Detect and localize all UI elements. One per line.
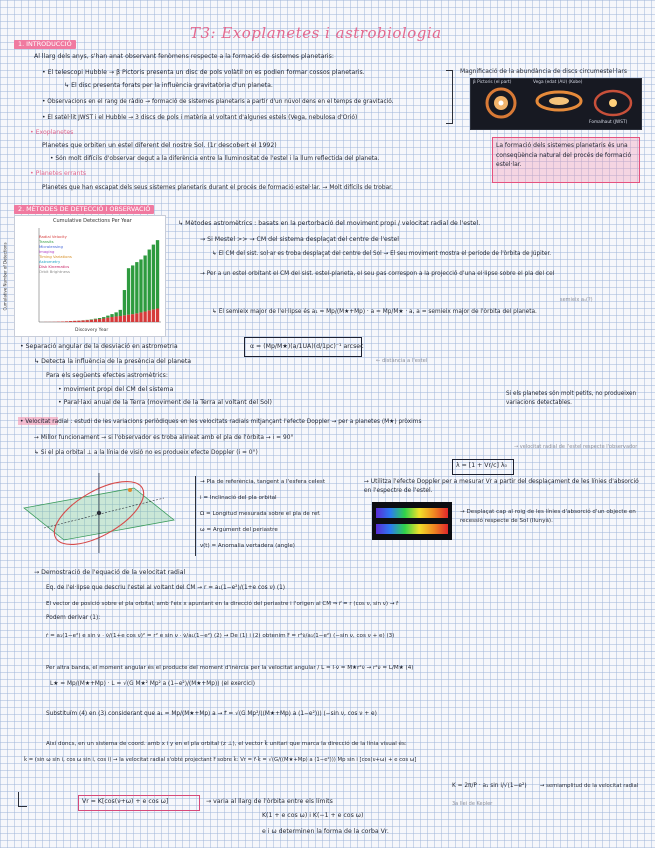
demo-line: Substituïm (4) en (3) considerant que a₁ = Mp/(M★+Mp) a → ṙ⃗ = √(G Mp²/((M★+Mp) a (1−e²))) (−sin ν, cos ν + e) bbox=[46, 711, 377, 717]
disc-images bbox=[470, 78, 642, 130]
disc-note: Magnificació de la abundància de discs circumestel·lars bbox=[460, 68, 627, 75]
plane-line: ω = Argument del periastre bbox=[200, 527, 278, 533]
formula: α = (Mp/M★)(a/1UA)(d/1pc)⁻¹ arcsec bbox=[250, 343, 364, 350]
bar-radial-velocity bbox=[123, 315, 126, 322]
section-intro-heading: 1. INTRODUCCIÓ bbox=[14, 40, 76, 49]
demo-line: Així doncs, en un sistema de coord. amb x i y en el pla orbital (z ⊥), el vector k̂ unitari que marca la direcció de la línia visual és: bbox=[46, 741, 407, 747]
bar-transits bbox=[152, 245, 155, 310]
bar-transits bbox=[119, 310, 122, 316]
demo-line: L★ = Mp/(M★+Mp) · L = √(G M★² Mp² a (1−e²)/(M★+Mp)) (el exercici) bbox=[50, 681, 256, 687]
final-line: K(1 + e cos ω) i K(−1 + e cos ω) bbox=[262, 812, 364, 819]
bar-transits bbox=[143, 255, 146, 311]
bar-radial-velocity bbox=[94, 319, 97, 322]
doppler-note: → velocitat radial de l'estel respecte l'observador bbox=[514, 444, 638, 450]
final-line: e i ω determinen la forma de la corba Vr. bbox=[262, 828, 389, 835]
methods-line: ↳ Mètodes astromètrics : basats en la pertorbació del moviment propi / velocitat radial de l'estel. bbox=[178, 220, 481, 227]
legend-entry: Astrometry bbox=[39, 259, 61, 264]
plane-line: → Pla de referència, tangent a l'esfera celest bbox=[200, 479, 326, 485]
intro-line: • Són molt difícils d'observar degut a la diferència entre la lluminositat de l'estel i la llum reflectida del planeta. bbox=[50, 156, 380, 162]
methods-line: ↳ El CM del sist. sol·ar es troba desplaçat del centre del Sol → El seu moviment mostra el període de l'òrbita de Júpiter. bbox=[212, 251, 552, 257]
detections-chart bbox=[2, 215, 166, 337]
demo-line: Podem derivar (1): bbox=[46, 615, 101, 621]
intro-line: • Observacions en el rang de ràdio → formació de sistemes planetaris a partir d'un núvol dens en el temps de gravitació. bbox=[42, 99, 394, 105]
spectrum-top bbox=[376, 508, 448, 518]
disc-label: β Pictoris (el part) bbox=[473, 80, 512, 85]
demo-line: k̂ = (sin ω sin i, cos ω sin i, cos i) → la velocitat radial s'obté projectant ṙ⃗ sobre k̂: Vr = ṙ⃗·k̂ = √(G/((M★+Mp) a (1−e²))) Mp sin i [cos(ν+ω) + e cos ω] bbox=[24, 757, 417, 763]
semi-note: semieix a₁(?) bbox=[560, 297, 593, 303]
methods-line: • Velocitat radial : estudi de les variacions periòdiques en les velocitats radials mitjançant l'efecte Doppler → per a planetes (M★) pròxims bbox=[20, 419, 422, 425]
small-note: Si els planetes són molt petits, no produeixen variacions detectables. bbox=[506, 391, 637, 406]
methods-line: ↳ El semieix major de l'el·lipse és a₁ = Mp/(M★+Mp) · a ≈ Mp/M★ · a, a = semieix major de l'òrbita del planeta. bbox=[212, 309, 537, 315]
sep-line: • Separació angular de la desviació en astrometria bbox=[20, 343, 178, 350]
formula-note: ← distància a l'estel bbox=[376, 358, 428, 364]
bar-transits bbox=[114, 312, 117, 316]
bar-radial-velocity bbox=[114, 316, 117, 322]
final-formula: Vr = K[cos(ν+ω) + e cos ω] bbox=[82, 798, 169, 805]
bar-transits bbox=[110, 314, 113, 317]
orbit-svg bbox=[14, 468, 184, 558]
spectrum-note: → Desplaçat cap al roig de les línies d'absorció d'un objecte en recessió respecte de Sol (llunyà). bbox=[460, 509, 636, 524]
disc-label: Vega (edat (AU) (Kobe) bbox=[533, 80, 583, 85]
bar-radial-velocity bbox=[73, 321, 76, 322]
bar-transits bbox=[156, 240, 159, 308]
bar-radial-velocity bbox=[139, 312, 142, 322]
bar-radial-velocity bbox=[143, 312, 146, 322]
intro-line: Al llarg dels anys, s'han anat observant fenòmens respecte a la formació de sistemes planetaris: bbox=[34, 53, 334, 60]
bar-radial-velocity bbox=[135, 313, 138, 322]
use-note: → Utilitza l'efecte Doppler per a mesurar Vr a partir del desplaçament de les línies d'absorció en l'espectre de l'estel. bbox=[364, 479, 639, 494]
final-line: → varia al llarg de l'òrbita entre els límits bbox=[206, 798, 333, 805]
bar-radial-velocity bbox=[119, 316, 122, 322]
section-methods-heading: 2. MÈTODES DE DETECCIÓ I OBSERVACIÓ bbox=[14, 205, 154, 214]
bar-transits bbox=[106, 316, 109, 318]
methods-line: ↳ Si el pla orbital ⊥ a la línia de visió no es produeix efecte Doppler (i = 0°) bbox=[34, 450, 258, 456]
demo-line: El vector de posició sobre el pla orbital, amb l'eix x apuntant en la direcció del periastre i l'origen al CM ⇒ r⃗ = r (cos ν, sin ν) → ṙ⃗ bbox=[46, 601, 399, 607]
bar-radial-velocity bbox=[110, 317, 113, 322]
methods-line: ↳ Detecta la influència de la presència del planeta bbox=[34, 358, 192, 365]
bar-transits bbox=[131, 265, 134, 314]
orbit-diagram bbox=[14, 468, 184, 558]
methods-line: → Si Mestel >> → CM del sistema desplaçat del centre de l'estel bbox=[200, 236, 400, 243]
bar-radial-velocity bbox=[127, 315, 130, 322]
bar-radial-velocity bbox=[152, 309, 155, 322]
intro-heading: • Exoplanetes bbox=[30, 129, 74, 136]
kepler-note: 3a llei de Kepler bbox=[452, 801, 493, 807]
bar-transits bbox=[135, 262, 138, 313]
methods-line: • Paral·laxi anual de la Terra (moviment de la Terra al voltant del Sol) bbox=[58, 399, 272, 406]
intro-line: • El satèl·lit JWST i el Hubble → 3 discs de pols i matèria al voltant d'algunes estels (Vega, nebulosa d'Orió) bbox=[42, 115, 358, 121]
demo-line: ṙ = a₁(1−e²) e sin ν · ν̇/(1+e cos ν)² = r² e sin ν · ν̇/a₁(1−e²) (2) → De (1) i (2) obtenim ṙ⃗ = r²ν̇/a₁(1−e²) (−sin ν, cos ν + e) (3) bbox=[46, 633, 395, 639]
bar-radial-velocity bbox=[102, 319, 105, 322]
bracket bbox=[446, 70, 453, 124]
legend-entry: Radial Velocity bbox=[39, 234, 67, 239]
bar-transits bbox=[123, 290, 126, 315]
legend-entry: Disk Kinematics bbox=[39, 264, 70, 269]
methods-line: → Millor funcionament → si l'observador es troba alineat amb el pla de l'òrbita → i = 90° bbox=[34, 435, 294, 441]
bar-radial-velocity bbox=[148, 310, 151, 322]
doppler-formula: λ = [1 + Vr/c] λ₀ bbox=[456, 462, 508, 469]
bar-radial-velocity bbox=[81, 320, 84, 322]
legend-entry: Orbit Brightness bbox=[39, 269, 70, 274]
k-formula: K = 2π/P · a₁ sin i/√(1−e²) bbox=[452, 783, 527, 789]
bar-radial-velocity bbox=[65, 321, 68, 322]
chart-xlabel: Discovery Year bbox=[75, 328, 109, 333]
methods-line: Para els següents efectes astromètrics: bbox=[46, 372, 168, 379]
plane-line: i = Inclinació del pla orbital bbox=[200, 495, 277, 501]
spectrum-panel bbox=[372, 502, 452, 540]
k-note: → semiamplitud de la velocitat radial bbox=[540, 783, 639, 789]
legend-entry: Transits bbox=[39, 239, 54, 244]
methods-line: → Per a un estel orbitant el CM del sist. estel-planeta, el seu pas correspon a la projecció d'una el·lipse sobre el pla del cel bbox=[200, 271, 555, 277]
bar-transits bbox=[94, 319, 97, 320]
bar-radial-velocity bbox=[69, 321, 72, 322]
plane-line: Ω = Longitud mesurada sobre el pla de ref. bbox=[200, 511, 321, 517]
plane-line: ν(t) = Anomalia vertadera (angle) bbox=[200, 543, 295, 549]
bar-radial-velocity bbox=[86, 320, 89, 322]
demo-line: Per altra banda, el moment angular és el producte del moment d'inèrcia per la velocitat angular / L = I·ν̇ = M★r²ν̇ → r²ν̇ = L/M★ (4) bbox=[46, 665, 414, 671]
bar-transits bbox=[127, 268, 130, 314]
arrow-stem bbox=[18, 792, 27, 807]
chart-ylabel: Cumulative Number of Detections bbox=[2, 242, 8, 311]
bar-radial-velocity bbox=[90, 320, 93, 322]
intro-line: Planetes que orbiten un estel diferent del nostre Sol. (1r descobert el 1992) bbox=[42, 142, 277, 149]
intro-heading: • Planetes errants bbox=[30, 170, 87, 177]
methods-line: • moviment propi del CM del sistema bbox=[58, 386, 174, 393]
legend-entry: Timing Variations bbox=[39, 254, 72, 259]
chart-legend bbox=[39, 234, 72, 274]
bar-transits bbox=[139, 259, 142, 312]
intro-line: Planetes que han escapat dels seus sistemes planetaris durant el procés de formació estel·lar. → Molt difícils de trobar. bbox=[42, 185, 393, 191]
bar-transits bbox=[148, 250, 151, 311]
intro-line: • El telescopi Hubble → β Pictoris presenta un disc de pols volàtil on es podien formar cossos planetaris. bbox=[42, 69, 365, 76]
pink-note: La formació dels sistemes planetaris és una conseqüència natural del procés de formació estel·lar. bbox=[496, 142, 632, 168]
page-title: T3: Exoplanetes i astrobiologia bbox=[190, 24, 442, 42]
disc-label: Fomalhaut (JWST) bbox=[589, 120, 628, 125]
intro-line: ↳ El disc presenta forats per la influència gravitatòria d'un planeta. bbox=[64, 82, 273, 89]
demo-line: Eq. de l'el·lipse que descriu l'estel al voltant del CM → r = a₁(1−e²)/(1+e cos ν) (1) bbox=[46, 585, 286, 591]
spectrum-bottom bbox=[376, 524, 448, 534]
bar-radial-velocity bbox=[131, 314, 134, 322]
bar-radial-velocity bbox=[77, 321, 80, 322]
chart-title: Cumulative Detections Per Year bbox=[53, 218, 132, 224]
legend-entry: Microlensing bbox=[39, 244, 63, 249]
bar-transits bbox=[102, 317, 105, 318]
demo-heading: → Demostració de l'equació de la velocitat radial bbox=[34, 569, 186, 576]
bar-radial-velocity bbox=[156, 308, 159, 322]
bar-radial-velocity bbox=[98, 319, 101, 322]
legend-entry: Imaging bbox=[39, 249, 55, 254]
bar-transits bbox=[98, 318, 101, 319]
bar-radial-velocity bbox=[106, 318, 109, 322]
